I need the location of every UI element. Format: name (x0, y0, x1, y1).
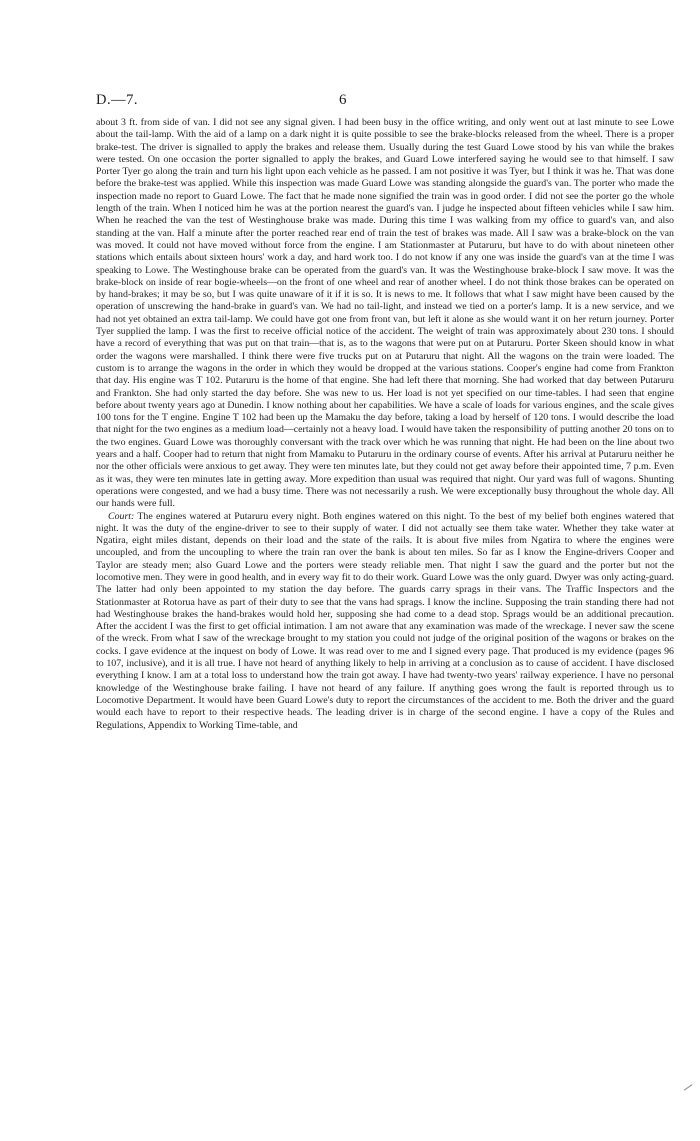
paragraph-text: about 3 ft. from side of van. I did not see any signal given. I had been busy in the office writing, and only went out at last minute to see Lowe about the tail-lamp. With the aid of a lamp on a dark night it is quite possible to see the brake-blocks released from the wheel. There is a proper brake-test. The driver is signalled to apply the brakes and release them. Usually during the test Guard Lowe stood by his van while the brakes were tested. On one occasion the porter signalled to apply the brakes, and Guard Lowe interfered saying he would see to that himself. I saw Porter Tyer go along the train and turn his light upon each vehicle as he passed. I am not positive it was Tyer, but I think it was he. That was done before the brake-test was applied. While this inspection was made Guard Lowe was standing alongside the guard's van. The porter who made the inspection made no report to Guard Lowe. The fact that he made none signified the train was in good order. I did not see the porter go the whole length of the train. When I noticed him he was at the portion nearest the guard's van. I judge he inspected about fifteen vehicles while I saw him. When he reached the van the test of Westinghouse brake was made. During this time I was walking from my office to guard's van, and also standing at the van. Half a minute after the porter reached rear end of train the test of brakes was made. All I saw was a brake-block on the van was moved. It could not have moved without force from the engine. I am Stationmaster at Putaruru, but have to do with about nineteen other stations which entails about sixteen hours' work a day, and hard work too. I do not know if any one was inside the guard's van at the time I was speaking to Lowe. The Westinghouse brake can be operated from the guard's van. It was the Westinghouse brake-block I saw move. It was the brake-block on inside of rear bogie-wheels—on the front of one wheel and rear of another wheel. I do not think those brakes can be operated on by hand-brakes; it may be so, but I was quite unaware of it if it is so. It is news to me. It follows that what I saw might have been caused by the operation of unscrewing the hand-brake in guard's van. We had no tail-light, and instead we tied on a porter's lamp. It is a new service, and we had not yet obtained an extra tail-lamp. We could have got one from front van, but left it alone as she would want it on her return journey. Porter Tyer supplied the lamp. I was the first to receive official notice of the accident. The weight of train was approximately about 230 tons. I should have a record of everything that was put on that train—that is, as to the wagons that were put on at Putaruru. Porter Skeen should know in what order the wagons were marshalled. I think there were five trucks put on at Putaruru that night. All the wagons on the train were loaded. The custom is to arrange the wagons in the order in which they would be dropped at the various stations. Cooper's engine had come from Frankton that day. His engine was T 102. Putaruru is the home of that engine. She had left there that morning. She had worked that day between Putaruru and Frankton. She had only started the day before. She was new to us. Her load is not yet specified on our time-tables. I had seen that engine before about twenty years ago at Dunedin. I know nothing about her capabilities. We have a scale of loads for various engines, and the scale gives 100 tons for the T engine. Engine T 102 had been up the Mamaku the day before, taking a load by herself of 120 tons. I would describe the load that night for the two engines as a medium load—certainly not a heavy load. I would have taken the responsibility of putting another 20 tons on to the two engines. Guard Lowe was thoroughly conversant with the track over which he was running that night. He had been on the line about two years and a half. Cooper had to return that night from Mamaku to Putaruru in the ordinary course of events. After his arrival at Putaruru neither he nor the other officials were anxious to get away. They were ten minutes late, but they could not get away before their appointed time, 7 p.m. Even as it was, they were ten minutes late in getting away. More expedition than usual was required that night. Our yard was full of wagons. Shunting operations were congested, and we had a busy time. There was not necessarily a rush. We were exceptionally busy throughout the whole day. All our hands were full. (96, 117, 674, 510)
page-header (96, 90, 674, 110)
margin-pencil-mark (684, 1084, 699, 1099)
court-lead: Court: (108, 510, 135, 522)
paragraph-text: The engines watered at Putaruru every night. Both engines watered on this night. To the best of my belief both engines watered that night. It was the duty of the engine-driver to see to their supply of water. I did not actually see them take water. Whether they take water at Ngatira, eight miles distant, depends on their load and the state of the rails. It is about five miles from Ngatira to where the engines were uncoupled, and from the uncoupling to where the train ran over the bank is about ten miles. So far as I know the Engine-drivers Cooper and Taylor are steady men; also Guard Lowe and the porters were steady reliable men. That night I saw the guard and the porter but not the locomotive men. They were in good health, and in every way fit to do their work. Guard Lowe was the only guard. Dwyer was only acting-guard. The latter had only been appointed to my station the day before. The guards carry sprags in their vans. The Traffic Inspectors and the Stationmaster at Rotorua have as part of their duty to see that the vans had sprags. I know the incline. Supposing the train standing there had not had Westinghouse brakes the hand-brakes would hold her, supposing she had come to a dead stop. Sprags would be an additional precaution. After the accident I was the first to get official intimation. I am not aware that any examination was made of the wreckage. I never saw the scene of the wreck. From what I saw of the wreckage brought to my station you could not judge of the original position of the wagons or brakes on the cocks. I gave evidence at the inquest on body of Lowe. It was read over to me and I signed every page. That produced is my evidence (pages 96 to 107, inclusive), and it is all true. I have not heard of anything likely to help in arriving at a conclusion as to cause of accident. I have disclosed everything I know. I am at a total loss to understand how the train got away. I have had twenty-two years' railway experience. I have no personal knowledge of the Westinghouse brake failing. I have not heard of any failure. If anything goes wrong the fault is reported through us to Locomotive Department. It would have been Guard Lowe's duty to report the circumstances of the accident to me. Both the driver and the guard would each have to report to their respective heads. The leading driver is in charge of the second engine. I have a copy of the Rules and Regulations, Appendix to Working Time-table, and (96, 510, 674, 731)
body-text (96, 117, 674, 732)
paragraph-court (96, 511, 674, 732)
paragraph-testimony (96, 117, 674, 511)
document-reference: D.—7. (96, 92, 138, 108)
page-number: 6 (339, 92, 347, 108)
